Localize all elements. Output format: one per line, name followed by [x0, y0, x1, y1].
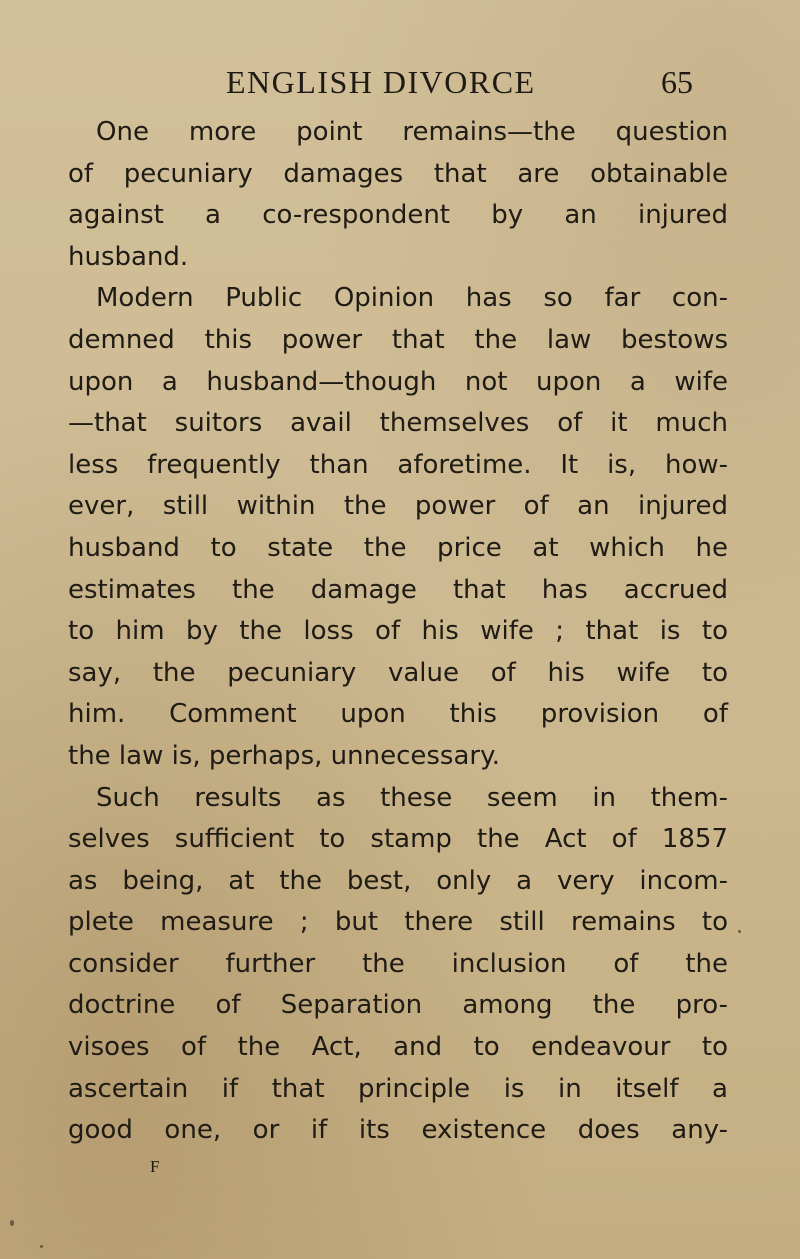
text-line: consider further the inclusion of the: [68, 948, 728, 979]
text-line: husband to state the price at which he: [68, 532, 728, 563]
text-line: visoes of the Act, and to endeavour to: [68, 1032, 728, 1063]
text-line: Modern Public Opinion has so far con-: [96, 283, 728, 314]
text-line: upon a husband—though not upon a wife: [68, 366, 728, 397]
text-line: say, the pecuniary value of his wife to: [68, 657, 728, 688]
text-line: One more point remains—the question: [96, 117, 728, 147]
text-line: as being, at the best, only a very incom-: [68, 865, 728, 896]
text-line: —that suitors avail themselves of it much: [68, 408, 728, 439]
text-line: ascertain if that principle is in itself a: [68, 1073, 728, 1104]
text-line: the law is, perhaps, unnecessary.: [68, 740, 501, 771]
text-line: plete measure ; but there still remains to: [68, 907, 728, 938]
running-title: ENGLISH DIVORCE: [226, 64, 536, 100]
text-line: ever, still within the power of an injured: [68, 491, 728, 522]
text-line: selves sufficient to stamp the Act of 1857: [68, 824, 728, 855]
text-line: estimates the damage that has accrued: [68, 574, 728, 605]
body-text: [68, 112, 728, 1152]
signature-mark: F: [150, 1157, 160, 1176]
text-line: good one, or if its existence does any-: [68, 1115, 728, 1146]
paper-speck: [10, 1220, 14, 1226]
text-line: less frequently than aforetime. It is, how-: [68, 449, 728, 480]
paper-speck: [40, 1245, 43, 1248]
page-number: 65: [661, 64, 693, 100]
text-line: husband.: [68, 241, 189, 272]
text-line: Such results as these seem in them-: [96, 782, 728, 813]
text-line: of pecuniary damages that are obtainable: [68, 158, 728, 189]
text-line: against a co-respondent by an injured: [68, 200, 728, 231]
text-line: to him by the loss of his wife ; that is to: [68, 616, 728, 647]
paper-speck: [738, 930, 741, 933]
text-line: demned this power that the law bestows: [68, 324, 728, 355]
text-line: doctrine of Separation among the pro-: [68, 990, 728, 1021]
page-header: [0, 60, 800, 104]
text-line: him. Comment upon this provision of: [68, 699, 728, 730]
